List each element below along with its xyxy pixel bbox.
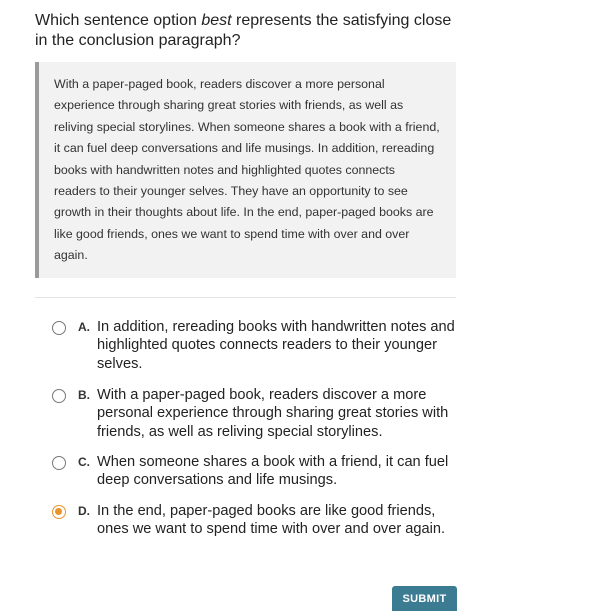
radio-b[interactable] [52,389,66,403]
question-prefix: Which sentence option [35,12,202,29]
option-text-b: With a paper-paged book, readers discover a more personal experience through sharing great stories with friends, as well as reliving special storylines. [97,387,449,440]
option-letter-c: C. [78,455,90,469]
option-letter-a: A. [78,320,90,334]
option-letter-d: D. [78,504,90,518]
option-d[interactable] [52,502,462,539]
divider [35,297,456,298]
radio-a[interactable] [52,321,66,335]
option-letter-b: B. [78,388,90,402]
question-text [35,11,465,51]
passage-box: With a paper-paged book, readers discover a more personal experience through sharing great stories with friends, as well as reliving special storylines. When someone shares a book with a friend, it can fuel deep conversations and life musings. In addition, rereading books with handwritten notes and highlighted quotes connects readers to their younger selves. They have an opportunity to see growth in their thoughts about life. In the end, paper-paged books are like good friends, ones we want to spend time with over and over again. [35,62,456,278]
question-suffix: represents the satisfying close in the conclusion paragraph? [35,12,452,49]
option-b[interactable] [52,386,462,441]
option-c[interactable] [52,453,462,490]
radio-c[interactable] [52,456,66,470]
radio-d[interactable] [52,505,66,519]
option-a[interactable] [52,318,462,373]
option-text-c: When someone shares a book with a friend, it can fuel deep conversations and life musings. [97,454,449,489]
submit-button[interactable]: SUBMIT [392,586,457,611]
option-text-d: In the end, paper-paged books are like good friends, ones we want to spend time with over and over again. [97,503,446,538]
question-emphasis: best [201,12,232,29]
option-text-a: In addition, rereading books with handwritten notes and highlighted quotes connects readers to their younger selves. [97,319,455,372]
